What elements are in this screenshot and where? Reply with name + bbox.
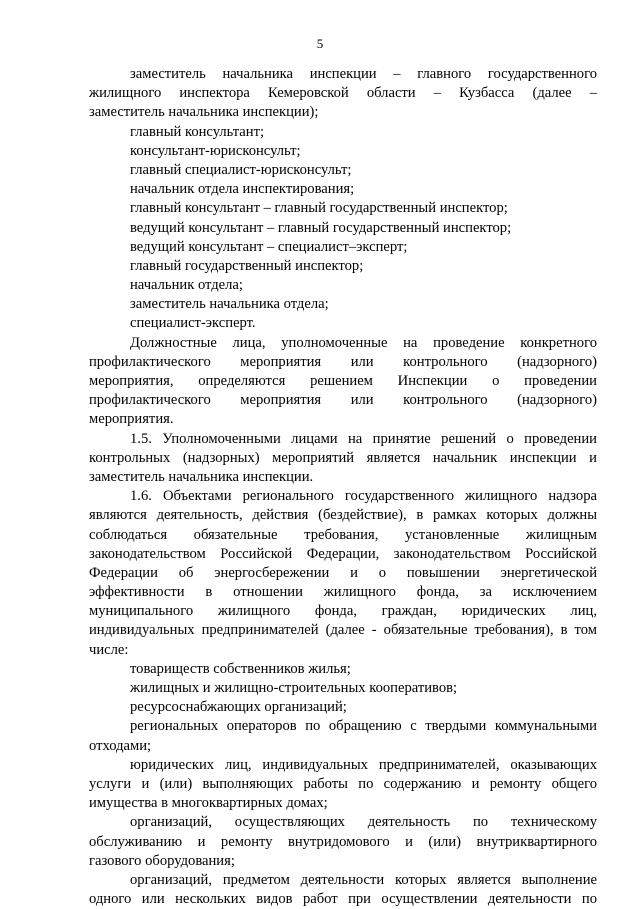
text-line: организаций, предметом деятельности которых является выполнение bbox=[130, 871, 597, 888]
text-line: Должностные лица, уполномоченные на проведение конкретного bbox=[130, 334, 597, 351]
text-line: начальник отдела; bbox=[130, 277, 243, 294]
text-line: ведущий консультант – главный государственный инспектор; bbox=[130, 219, 512, 236]
text-line: услуги и (или) выполняющих работы по содержанию и ремонту общего bbox=[89, 775, 597, 792]
page-number: 5 bbox=[316, 36, 324, 51]
text-line: профилактического мероприятия или контрольного (надзорного) bbox=[89, 353, 597, 370]
text-line: ведущий консультант – специалист–эксперт; bbox=[130, 238, 408, 255]
text-line: региональных операторов по обращению с твердыми коммунальными bbox=[130, 718, 597, 735]
text-line: жилищных и жилищно-строительных кооперативов; bbox=[130, 680, 458, 696]
text-line: организаций, осуществляющих деятельность по техническому bbox=[130, 814, 597, 831]
text-line: индивидуальных предпринимателей (далее - обязательные требования), в том bbox=[89, 622, 597, 639]
text-line: 1.6. Объектами регионального государственного жилищного надзора bbox=[130, 488, 597, 505]
text-line: законодательством Российской Федерации, законодательством Российской bbox=[89, 545, 597, 562]
text-line: 1.5. Уполномоченными лицами на принятие решений о проведении bbox=[130, 430, 597, 447]
text-line: консультант-юрисконсульт; bbox=[130, 142, 301, 159]
text-line: заместитель начальника инспекции); bbox=[89, 104, 319, 121]
text-line: контрольных (надзорных) мероприятий является начальник инспекции и bbox=[89, 449, 597, 466]
text-line: обслуживанию и ремонту внутридомового и (или) внутриквартирного bbox=[89, 833, 597, 850]
text-line: главный консультант – главный государственный инспектор; bbox=[130, 200, 508, 217]
text-line: мероприятия. bbox=[89, 411, 174, 428]
text-line: числе: bbox=[89, 641, 129, 658]
text-line: заместитель начальника отдела; bbox=[130, 296, 329, 313]
text-line: профилактического мероприятия или контрольного (надзорного) bbox=[89, 392, 597, 409]
text-line: главный государственный инспектор; bbox=[130, 257, 364, 274]
text-line: одного или нескольких видов работ при осуществлении деятельности по bbox=[89, 891, 597, 908]
text-line: мероприятия, определяются решением Инспекции о проведении bbox=[89, 373, 597, 389]
text-line: заместитель начальника инспекции – главного государственного bbox=[130, 66, 597, 82]
text-line: жилищного инспектора Кемеровской области – Кузбасса (далее – bbox=[89, 85, 597, 102]
text-line: главный консультант; bbox=[130, 123, 265, 140]
text-line: эффективности в отношении жилищного фонда, за исключением bbox=[89, 584, 597, 601]
text-line: соблюдаться обязательные требования, установленные жилищным bbox=[89, 526, 597, 543]
text-line: имущества в многоквартирных домах; bbox=[89, 795, 328, 812]
text-line: являются деятельность, действия (бездействие), в рамках которых должны bbox=[89, 507, 597, 524]
text-line: юридических лиц, индивидуальных предпринимателей, оказывающих bbox=[130, 756, 597, 773]
text-line: ресурсоснабжающих организаций; bbox=[130, 699, 347, 716]
document-body bbox=[89, 65, 597, 909]
text-line: заместитель начальника инспекции. bbox=[89, 468, 314, 485]
text-line: отходами; bbox=[89, 737, 152, 754]
text-line: муниципального жилищного фонда, граждан, юридических лиц, bbox=[89, 603, 597, 620]
text-line: Федерации об энергосбережении и о повышении энергетической bbox=[89, 564, 597, 581]
text-line: главный специалист-юрисконсульт; bbox=[130, 161, 352, 178]
text-line: газового оборудования; bbox=[89, 852, 235, 869]
text-line: товариществ собственников жилья; bbox=[130, 660, 351, 677]
text-line: начальник отдела инспектирования; bbox=[130, 181, 355, 198]
text-line: специалист-эксперт. bbox=[130, 315, 256, 332]
